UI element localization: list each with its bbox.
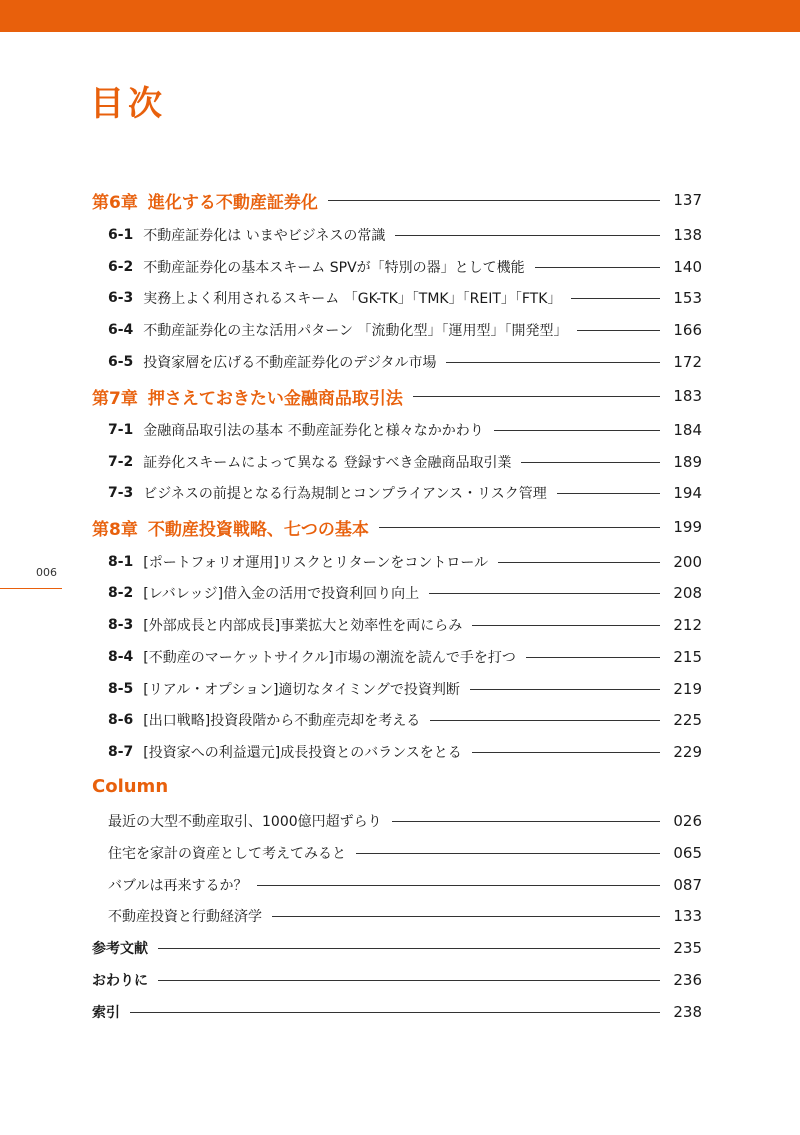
dot-leader	[526, 657, 660, 658]
column-title: 最近の大型不動産取引、1000億円超ずらり	[108, 814, 382, 830]
dot-leader	[557, 493, 660, 494]
section-number: 6-2	[108, 259, 134, 275]
toc-section-6-5[interactable]	[92, 350, 702, 374]
dot-leader	[395, 235, 660, 236]
section-title: [不動産のマーケットサイクル]市場の潮流を読んで手を打つ	[143, 650, 516, 666]
section-title: 証券化スキームによって異なる 登録すべき金融商品取引業	[143, 455, 512, 471]
section-number: 6-4	[108, 322, 134, 338]
page-ref: 065	[673, 844, 702, 862]
section-title: [出口戦略]投資段階から不動産売却を考える	[143, 713, 421, 729]
page-ref: 087	[673, 876, 702, 894]
dot-leader	[577, 330, 660, 331]
dot-leader	[470, 689, 660, 690]
back-matter-title: おわりに	[92, 973, 148, 989]
section-title: ビジネスの前提となる行為規制とコンプライアンス・リスク管理	[143, 486, 547, 502]
page-ref: 215	[673, 648, 702, 666]
page-ref: 153	[673, 289, 702, 307]
section-number: 7-1	[108, 422, 134, 438]
toc-section-8-6[interactable]	[92, 708, 702, 732]
section-title: [外部成長と内部成長]事業拡大と効率性を両にらみ	[143, 618, 463, 634]
toc-chapter-8[interactable]	[92, 515, 702, 539]
section-title: 実務上よく利用されるスキーム 「GK-TK」「TMK」「REIT」「FTK」	[143, 291, 562, 307]
section-title: 不動産証券化の基本スキーム SPVが「特別の器」として機能	[143, 260, 525, 276]
section-title: 不動産証券化の主な活用パターン 「流動化型」「運用型」「開発型」	[143, 323, 568, 339]
page-ref: 235	[673, 939, 702, 957]
dot-leader	[521, 462, 660, 463]
page-title: 目次	[90, 84, 166, 124]
chapter-number: 第7章	[92, 388, 138, 409]
toc-afterword[interactable]	[92, 968, 702, 992]
dot-leader	[130, 1012, 660, 1013]
page-ref: 212	[673, 616, 702, 634]
section-number: 8-3	[108, 617, 134, 633]
toc-column-item[interactable]	[92, 873, 702, 897]
back-matter-title: 参考文献	[92, 941, 148, 957]
toc-section-8-5[interactable]	[92, 677, 702, 701]
dot-leader	[498, 562, 660, 563]
dot-leader	[472, 625, 660, 626]
page-ref: 133	[673, 907, 702, 925]
section-number: 7-3	[108, 485, 134, 501]
toc-section-7-2[interactable]	[92, 450, 702, 474]
toc-column-item[interactable]	[92, 841, 702, 865]
section-number: 8-7	[108, 744, 134, 760]
section-number: 6-3	[108, 290, 134, 306]
page-ref: 238	[673, 1003, 702, 1021]
section-title: 金融商品取引法の基本 不動産証券化と様々なかかわり	[143, 423, 484, 439]
dot-leader	[535, 267, 660, 268]
toc-column-item[interactable]	[92, 904, 702, 928]
dot-leader	[392, 821, 660, 822]
column-heading: Column	[92, 776, 169, 797]
page-ref: 189	[673, 453, 702, 471]
section-number: 8-5	[108, 681, 134, 697]
page-ref: 208	[673, 584, 702, 602]
toc-chapter-7[interactable]	[92, 384, 702, 408]
page-ref: 137	[673, 191, 702, 209]
dot-leader	[356, 853, 660, 854]
toc-section-6-3[interactable]	[92, 286, 702, 310]
chapter-number: 第6章	[92, 192, 138, 213]
section-title: [リアル・オプション]適切なタイミングで投資判断	[143, 682, 460, 698]
chapter-title: 進化する不動産証券化	[147, 192, 318, 213]
column-title: 住宅を家計の資産として考えてみると	[108, 846, 346, 862]
page-ref: 229	[673, 743, 702, 761]
page-ref: 200	[673, 553, 702, 571]
section-number: 7-2	[108, 454, 134, 470]
dot-leader	[429, 593, 660, 594]
toc-references[interactable]	[92, 936, 702, 960]
section-title: [ポートフォリオ運用]リスクとリターンをコントロール	[143, 555, 489, 571]
toc-section-6-1[interactable]	[92, 223, 702, 247]
toc-section-7-1[interactable]	[92, 418, 702, 442]
section-number: 8-1	[108, 554, 134, 570]
page-ref: 184	[673, 421, 702, 439]
toc-chapter-6[interactable]	[92, 188, 702, 212]
toc-section-8-2[interactable]	[92, 581, 702, 605]
dot-leader	[571, 298, 660, 299]
toc-section-8-3[interactable]	[92, 613, 702, 637]
dot-leader	[158, 948, 660, 949]
dot-leader	[328, 200, 660, 201]
page-number-rule	[0, 588, 62, 589]
section-number: 6-5	[108, 354, 134, 370]
section-number: 8-4	[108, 649, 134, 665]
top-accent-bar	[0, 0, 800, 32]
column-title: バブルは再来するか？	[108, 878, 248, 894]
section-title: [投資家への利益還元]成長投資とのバランスをとる	[143, 745, 462, 761]
dot-leader	[430, 720, 660, 721]
page-ref: 194	[673, 484, 702, 502]
page-ref: 199	[673, 518, 702, 536]
page-number: 006	[36, 566, 57, 579]
page-ref: 225	[673, 711, 702, 729]
dot-leader	[158, 980, 660, 981]
section-number: 6-1	[108, 227, 134, 243]
dot-leader	[413, 396, 660, 397]
toc-section-8-1[interactable]	[92, 550, 702, 574]
page-ref: 183	[673, 387, 702, 405]
chapter-title: 押さえておきたい金融商品取引法	[147, 388, 403, 409]
back-matter-title: 索引	[92, 1005, 120, 1021]
toc-section-8-7[interactable]	[92, 740, 702, 764]
page-ref: 026	[673, 812, 702, 830]
page-ref: 236	[673, 971, 702, 989]
toc-section-7-3[interactable]	[92, 481, 702, 505]
page-ref: 219	[673, 680, 702, 698]
dot-leader	[379, 527, 660, 528]
section-title: [レバレッジ]借入金の活用で投資利回り向上	[143, 586, 420, 602]
toc-section-6-2[interactable]	[92, 255, 702, 279]
toc-section-8-4[interactable]	[92, 645, 702, 669]
chapter-number: 第8章	[92, 519, 138, 540]
column-title: 不動産投資と行動経済学	[108, 909, 262, 925]
chapter-title: 不動産投資戦略、七つの基本	[147, 519, 369, 540]
section-number: 8-6	[108, 712, 134, 728]
page-ref: 140	[673, 258, 702, 276]
toc-section-6-4[interactable]	[92, 318, 702, 342]
page-ref: 138	[673, 226, 702, 244]
dot-leader	[257, 885, 660, 886]
page-ref: 166	[673, 321, 702, 339]
section-title: 投資家層を広げる不動産証券化のデジタル市場	[143, 355, 437, 371]
dot-leader	[272, 916, 660, 917]
section-title: 不動産証券化は いまやビジネスの常識	[143, 228, 386, 244]
dot-leader	[494, 430, 660, 431]
toc-column-item[interactable]	[92, 809, 702, 833]
section-number: 8-2	[108, 585, 134, 601]
page-ref: 172	[673, 353, 702, 371]
dot-leader	[472, 752, 660, 753]
toc-index[interactable]	[92, 1000, 702, 1024]
dot-leader	[446, 362, 660, 363]
